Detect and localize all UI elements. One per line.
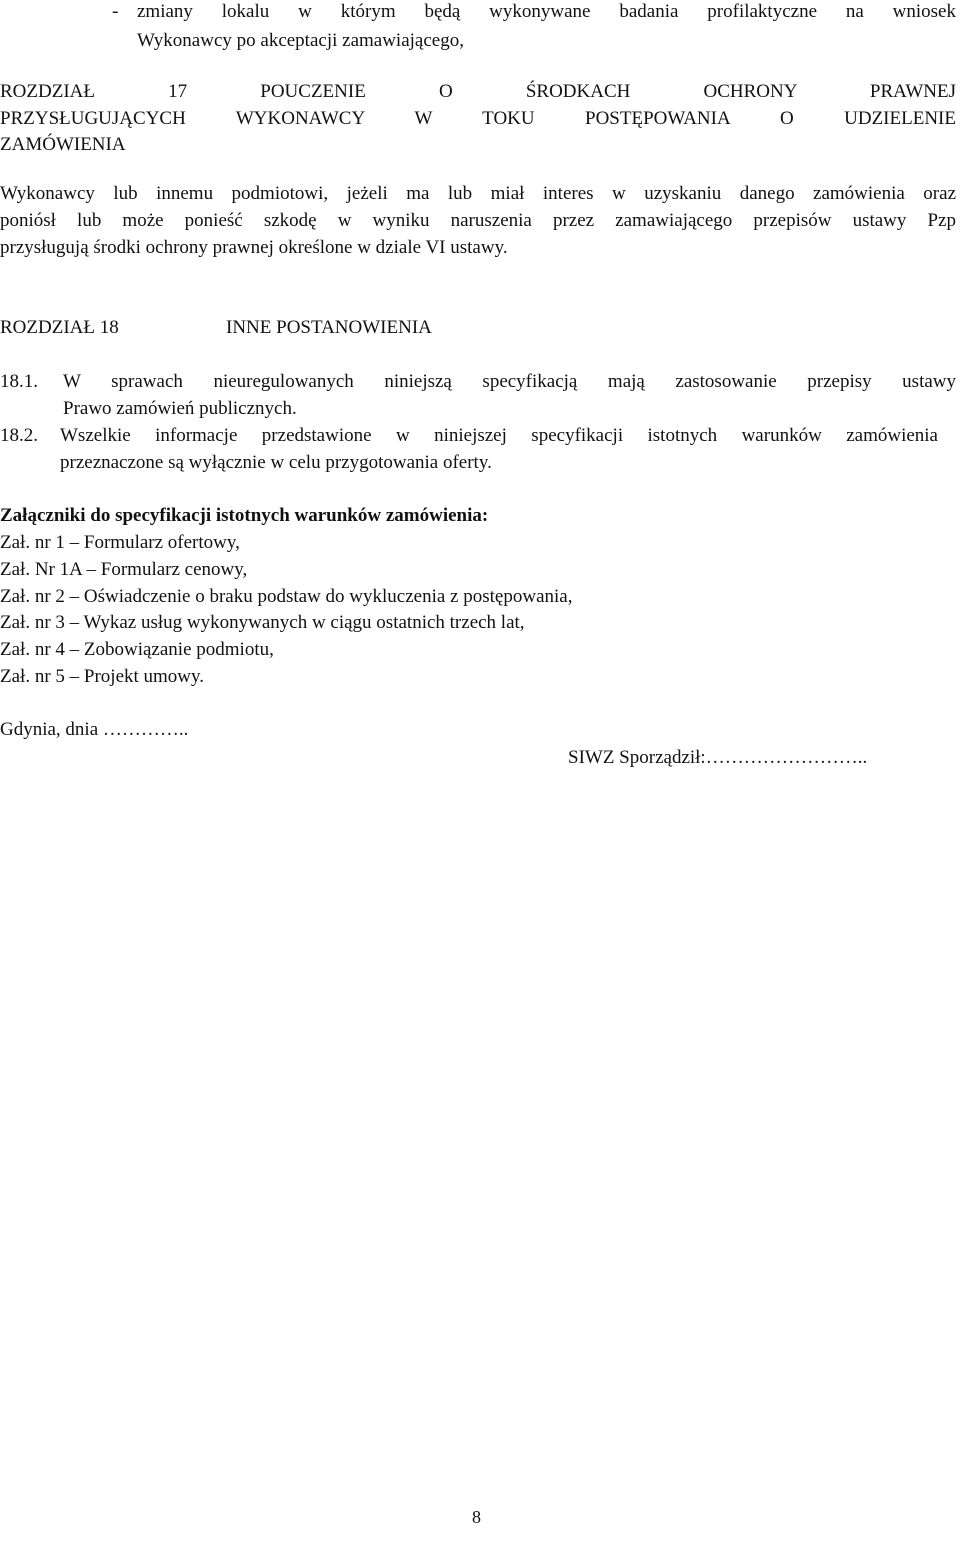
chapter-17-paragraph-line-2: poniósł lub może ponieść szkodę w wyniku naruszenia przez zamawiającego przepisów ustawy Pzp: [0, 210, 956, 231]
chapter-18-label: ROZDZIAŁ 18: [0, 317, 119, 338]
attachments-heading: Załączniki do specyfikacji istotnych warunków zamówienia:: [0, 505, 489, 526]
chapter-17-heading-line-2: PRZYSŁUGUJĄCYCH WYKONAWCY W TOKU POSTĘPOWANIA O UDZIELENIE: [0, 108, 956, 129]
bullet-dash: -: [112, 1, 119, 22]
chapter-18-title: INNE POSTANOWIENIA: [226, 317, 432, 338]
chapter-17-paragraph-line-3: przysługują środki ochrony prawnej określone w dziale VI ustawy.: [0, 237, 508, 258]
item-18-2-line-2: przeznaczone są wyłącznie w celu przygotowania oferty.: [60, 452, 492, 473]
bullet-line-1: zmiany lokalu w którym będą wykonywane badania profilaktyczne na wniosek: [137, 1, 956, 22]
item-18-1-line-2: Prawo zamówień publicznych.: [63, 398, 297, 419]
chapter-17-paragraph-line-1: Wykonawcy lub innemu podmiotowi, jeżeli ma lub miał interes w uzyskaniu danego zamówienia oraz: [0, 183, 956, 204]
attachment-item: Zał. nr 5 – Projekt umowy.: [0, 666, 205, 687]
chapter-17-heading-line-3: ZAMÓWIENIA: [0, 134, 126, 155]
item-18-2-line-1: Wszelkie informacje przedstawione w niniejszej specyfikacji istotnych warunków zamówienia: [60, 425, 938, 446]
item-18-1-line-1: W sprawach nieuregulowanych niniejszą specyfikacją mają zastosowanie przepisy ustawy: [63, 371, 956, 392]
chapter-17-heading-line-1: ROZDZIAŁ 17 POUCZENIE O ŚRODKACH OCHRONY PRAWNEJ: [0, 81, 956, 102]
attachment-item: Zał. Nr 1A – Formularz cenowy,: [0, 559, 248, 580]
attachment-item: Zał. nr 1 – Formularz ofertowy,: [0, 532, 240, 553]
place-date: Gdynia, dnia …………..: [0, 719, 189, 740]
bullet-line-2: Wykonawcy po akceptacji zamawiającego,: [137, 30, 464, 51]
item-18-1-number: 18.1.: [0, 371, 38, 392]
attachment-item: Zał. nr 3 – Wykaz usług wykonywanych w ciągu ostatnich trzech lat,: [0, 612, 525, 633]
prepared-by: SIWZ Sporządził:……………………..: [568, 747, 868, 768]
attachment-item: Zał. nr 2 – Oświadczenie o braku podstaw do wykluczenia z postępowania,: [0, 586, 573, 607]
page-number: 8: [472, 1507, 481, 1527]
attachment-item: Zał. nr 4 – Zobowiązanie podmiotu,: [0, 639, 274, 660]
item-18-2-number: 18.2.: [0, 425, 38, 446]
